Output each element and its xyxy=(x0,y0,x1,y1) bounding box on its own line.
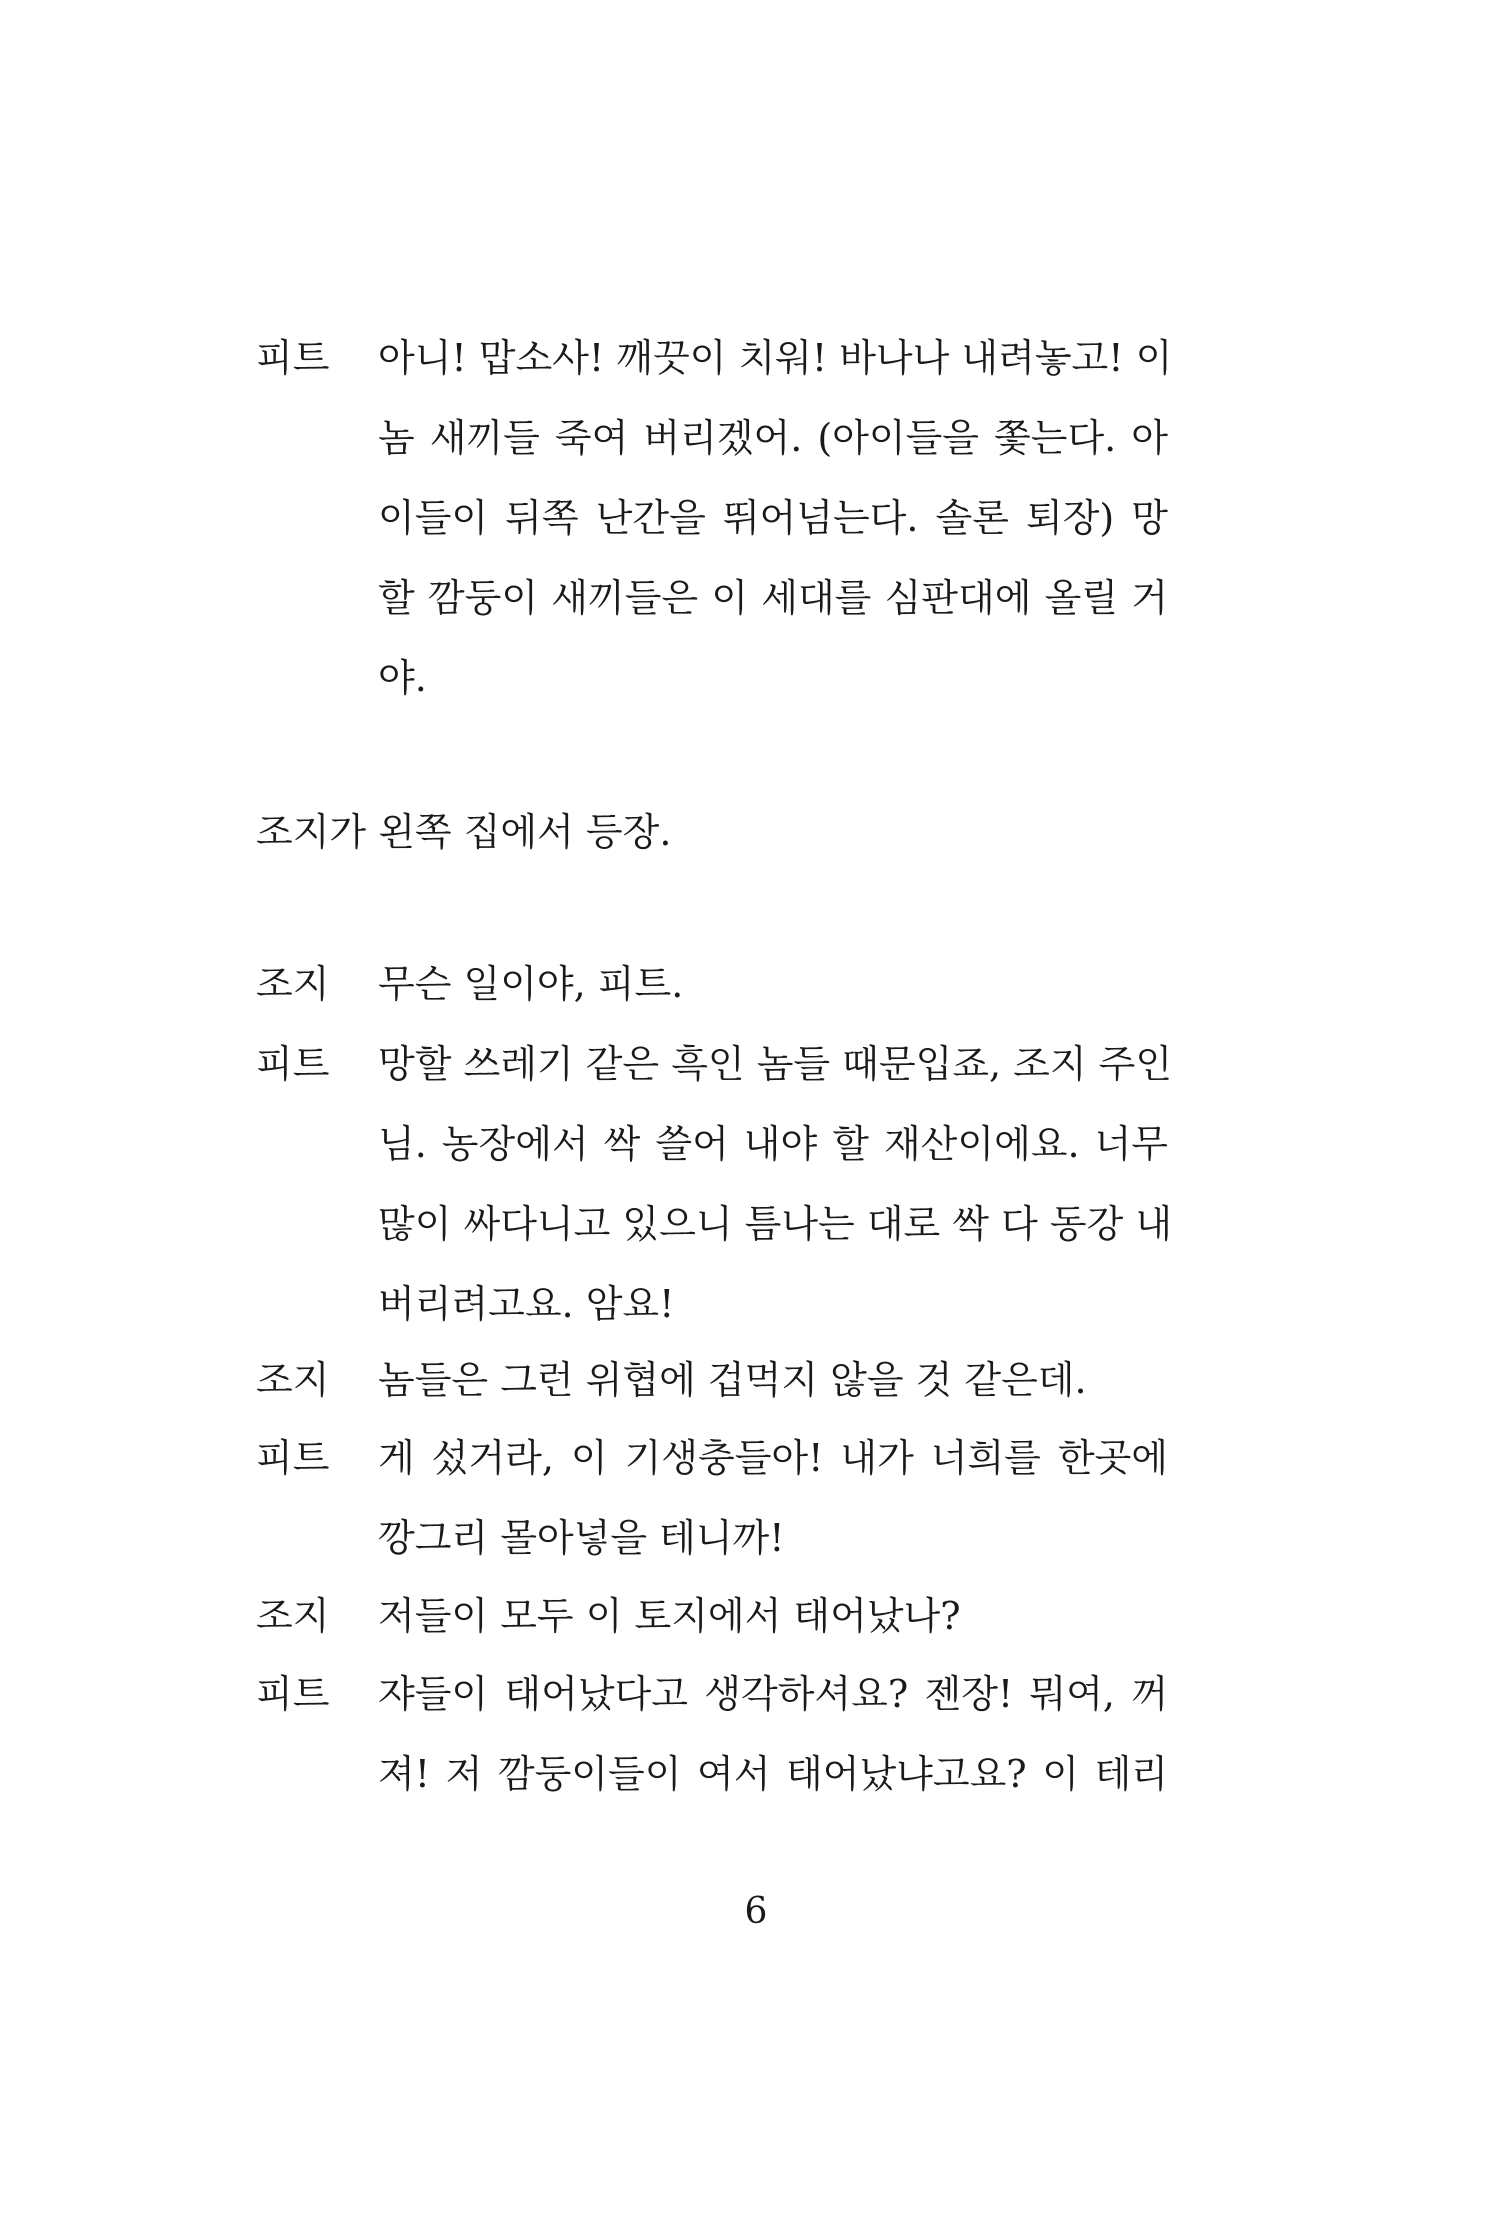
speaker-name: 조지 xyxy=(256,962,330,1006)
speaker-name: 피트 xyxy=(256,336,330,380)
dialogue-text xyxy=(378,1576,1168,1656)
dialogue-text xyxy=(378,1024,1173,1344)
dialogue-text xyxy=(378,944,1168,1024)
dialogue-entry xyxy=(256,318,1266,718)
dialogue-entry xyxy=(256,1418,1266,1578)
dialogue-text xyxy=(378,1654,1168,1814)
dialogue-line: 많이 싸다니고 있으니 틈나는 대로 싹 다 동강 내 xyxy=(378,1202,1173,1246)
dialogue-line: 저들이 모두 이 토지에서 태어났나? xyxy=(378,1594,961,1638)
dialogue-text xyxy=(378,1340,1168,1420)
dialogue-entry xyxy=(256,1576,1266,1656)
dialogue-line: 쟈들이 태어났다고 생각하셔요? 젠장! 뭐여, 꺼 xyxy=(378,1672,1168,1716)
dialogue-line: 할 깜둥이 새끼들은 이 세대를 심판대에 올릴 거 xyxy=(378,576,1168,620)
dialogue-line: 게 섰거라, 이 기생충들아! 내가 너희를 한곳에 xyxy=(378,1436,1168,1480)
dialogue-entry xyxy=(256,944,1266,1024)
dialogue-entry xyxy=(256,1340,1266,1420)
dialogue-line: 깡그리 몰아넣을 테니까! xyxy=(378,1516,785,1560)
dialogue-line: 무슨 일이야, 피트. xyxy=(378,962,684,1006)
speaker-name: 피트 xyxy=(256,1042,330,1086)
dialogue-line: 놈 새끼들 죽여 버리겠어. (아이들을 쫓는다. 아 xyxy=(378,416,1168,460)
dialogue-entry xyxy=(256,1654,1266,1814)
dialogue-line: 놈들은 그런 위협에 겁먹지 않을 것 같은데. xyxy=(378,1358,1087,1402)
speaker-name: 조지 xyxy=(256,1358,330,1402)
stage-direction: 조지가 왼쪽 집에서 등장. xyxy=(256,810,672,854)
dialogue-text xyxy=(378,1418,1168,1578)
dialogue-text xyxy=(378,318,1173,718)
dialogue-line: 버리려고요. 암요! xyxy=(378,1282,675,1326)
dialogue-line: 져! 저 깜둥이들이 여서 태어났냐고요? 이 테리 xyxy=(378,1752,1168,1796)
dialogue-line: 님. 농장에서 싹 쓸어 내야 할 재산이에요. 너무 xyxy=(378,1122,1168,1166)
speaker-name: 조지 xyxy=(256,1594,330,1638)
dialogue-entry xyxy=(256,1024,1266,1344)
dialogue-line: 아니! 맙소사! 깨끗이 치워! 바나나 내려놓고! 이 xyxy=(378,336,1173,380)
speaker-name: 피트 xyxy=(256,1436,330,1480)
speaker-name: 피트 xyxy=(256,1672,330,1716)
dialogue-line: 야. xyxy=(378,656,427,700)
dialogue-line: 망할 쓰레기 같은 흑인 놈들 때문입죠, 조지 주인 xyxy=(378,1042,1173,1086)
dialogue-line: 이들이 뒤쪽 난간을 뛰어넘는다. 솔론 퇴장) 망 xyxy=(378,496,1168,540)
page-number: 6 xyxy=(744,1891,768,1932)
